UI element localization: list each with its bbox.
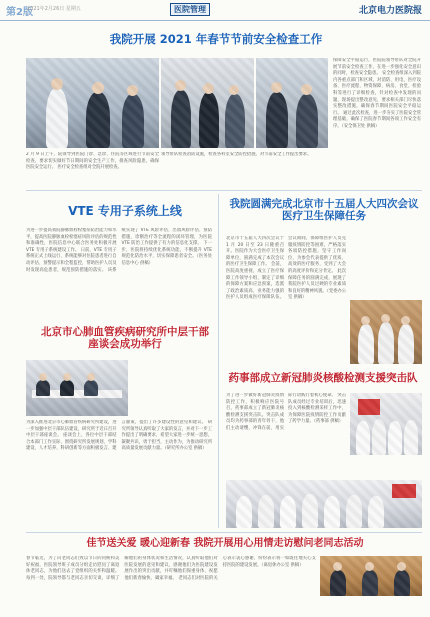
pharmacy-photo-2: [226, 480, 422, 528]
congress-title: 我院圆满完成北京市十五届人大四次会议医疗卫生保障任务: [229, 198, 419, 223]
divider: [218, 194, 219, 528]
pharmacy-body: 为了进一步做好新冠肺炎疫情防控工作，积极响应医院号召，药事部成立了新冠肺炎核酸检测支援突击队。突击队成员均为药事部的青年骨干，他们主动请缨，冲锋在前，用实际行动践行着初心使命。 突击队成员经过专业培训后，迅速投入到核酸检测采样工作中，为保障医院疫情防控工作贡献了药学力量。（药事部 供稿）: [226, 393, 346, 431]
visit-title: 佳节送关爱 暖心迎新春 我院开展用心用情走访慰问老同志活动: [86, 538, 364, 549]
divider: [26, 190, 422, 191]
safety-body: 保障安全平稳运行，医院院领导带队对全院开展节前安全检查工作，在进一步强化安全意识的同时，检查安全隐患。 安全检查组深入到院内各重点部门和区域，对消防、用电、医疗设备、医疗流程、物资保障、病房、食堂、检验科等进行了详细检查，针对检查中发现的问题，现场提出整改意见，要求相关部门尽快落实整改措施，确保春节期间医院安全平稳运行。 通过此次检查，进一步夯实了医院安全管理基础，确保了医院春节期间各项工作安全有序。（安全保卫处 供稿）: [333, 58, 421, 129]
safety-photo-3: [256, 58, 328, 148]
vte-title: VTE 专用子系统上线: [68, 204, 182, 218]
section-label: 医院管理: [170, 3, 210, 16]
vte-body: 为进一步提高我院静脉血栓栓塞症防治能力和水平，提高医院静脉血栓栓塞症风险评估的规范性和准确性，医院信息中心联合医务处积极开展 VTE 专用子系统建设工作。 日前，VTE 专用子系统正式上线运行，系统能够对住院患者进行自动评估、预警提示和全程监控，帮助医护人员及时发现高危患者，规范预防措施的落实。 该系统实现了 VTE 风险评估、出血风险评估、预防措施、诊断治疗等全流程的闭环管理，为医院 VTE 防治工作提供了有力的信息化支撑。 下一步，医院将持续优化系统功能，不断提升 VTE 规范化防治水平，切实保障患者安全。（医务处 信息中心 供稿）: [26, 228, 212, 273]
symposium-body: 为深入推进北京市心肺血管疾病研究所建设，进一步加强中层干部队伍建设，研究所于近日召开中层干部座谈会。 座谈会上，各位中层干部结合本部门工作实际，围绕研究所发展规划、学科建设、人才培养、科研创新等方面积极发言、建言献策，提出了许多建设性的意见和建议。 研究所领导认真听取了大家的发言，并对下一步工作提出了明确要求，希望大家进一步统一思想，凝聚共识，勇于担当，主动作为，为推动研究所高质量发展贡献力量。（研究所办公室 供稿）: [26, 420, 212, 452]
safety-caption-right: 领导带队检查消防设施，检查各科室安全防控措施，对节前安全工作提出要求。: [161, 152, 312, 157]
symposium-title: 北京市心肺血管疾病研究所中层干部座谈会成功举行: [41, 326, 209, 351]
safety-caption-left: 2 月 9 日上午，院领导到医院门诊、急诊、住院等区域进行节前安全检查，要求切实做好节日期间的安全生产工作，排查风险隐患，确保医院安全运行。 医疗安全检查组对全院开展检查。: [26, 152, 159, 171]
pharmacy-photo: [350, 393, 422, 455]
pharmacy-title: 药事部成立新冠肺炎核酸检测支援突击队: [228, 372, 418, 384]
safety-photo-2: [161, 58, 254, 148]
visit-body: 春节临近，为了向老同志们致以节日的问候和美好祝福，医院领导班子成员分组走访慰问了离退休老同志，为他们送去了党组织的关怀和温暖。 每到一处，院领导都与老同志亲切交谈，详细了解他们的身体状况和生活情况，认真听取他们对医院发展的意见和建议，感谢他们为医院建设发展作出的突出贡献，并叮嘱他们保重身体，祝愿他们新春愉快、阖家幸福。 老同志们对医院的关心表示衷心感谢，纷纷表示将一如既往地关心支持医院的建设发展。（离退休办公室 供稿）: [26, 556, 316, 581]
safety-title: 我院开展 2021 年春节节前安全检查工作: [109, 32, 323, 46]
page-header: [0, 0, 430, 21]
symposium-photo: [26, 360, 128, 416]
safety-photo-1: [26, 58, 159, 148]
masthead: 北京电力医院报: [358, 6, 422, 16]
congress-photo: [350, 300, 422, 364]
divider: [26, 532, 422, 533]
congress-body: 北京市十五届人大四次会议于 1 月 20 日至 23 日隆重召开。医院作为大会医疗卫生保障单位，圆满完成了本次会议的医疗卫生保障工作。 会前，医院高度重视，成立了医疗保障工作领导小组，制定了详细的保障方案和应急预案，选派了政治素质高、业务能力强的医护人员组成医疗保障队伍。 会议期间，保障组医护人员克服疫情防控等困难，严格落实各项防控措施，坚守工作岗位，为参会代表提供了优质、高效的医疗服务，受到了大会的高度评价和充分肯定。 此次保障任务的圆满完成，展现了我院医护人员过硬的专业素质和良好的精神风貌。（党委办公室 供稿）: [226, 236, 346, 301]
issue-date: 2021年2月26日 星期五: [27, 6, 81, 12]
visit-photo: [320, 556, 422, 596]
page-number: 第2版: [6, 7, 33, 18]
